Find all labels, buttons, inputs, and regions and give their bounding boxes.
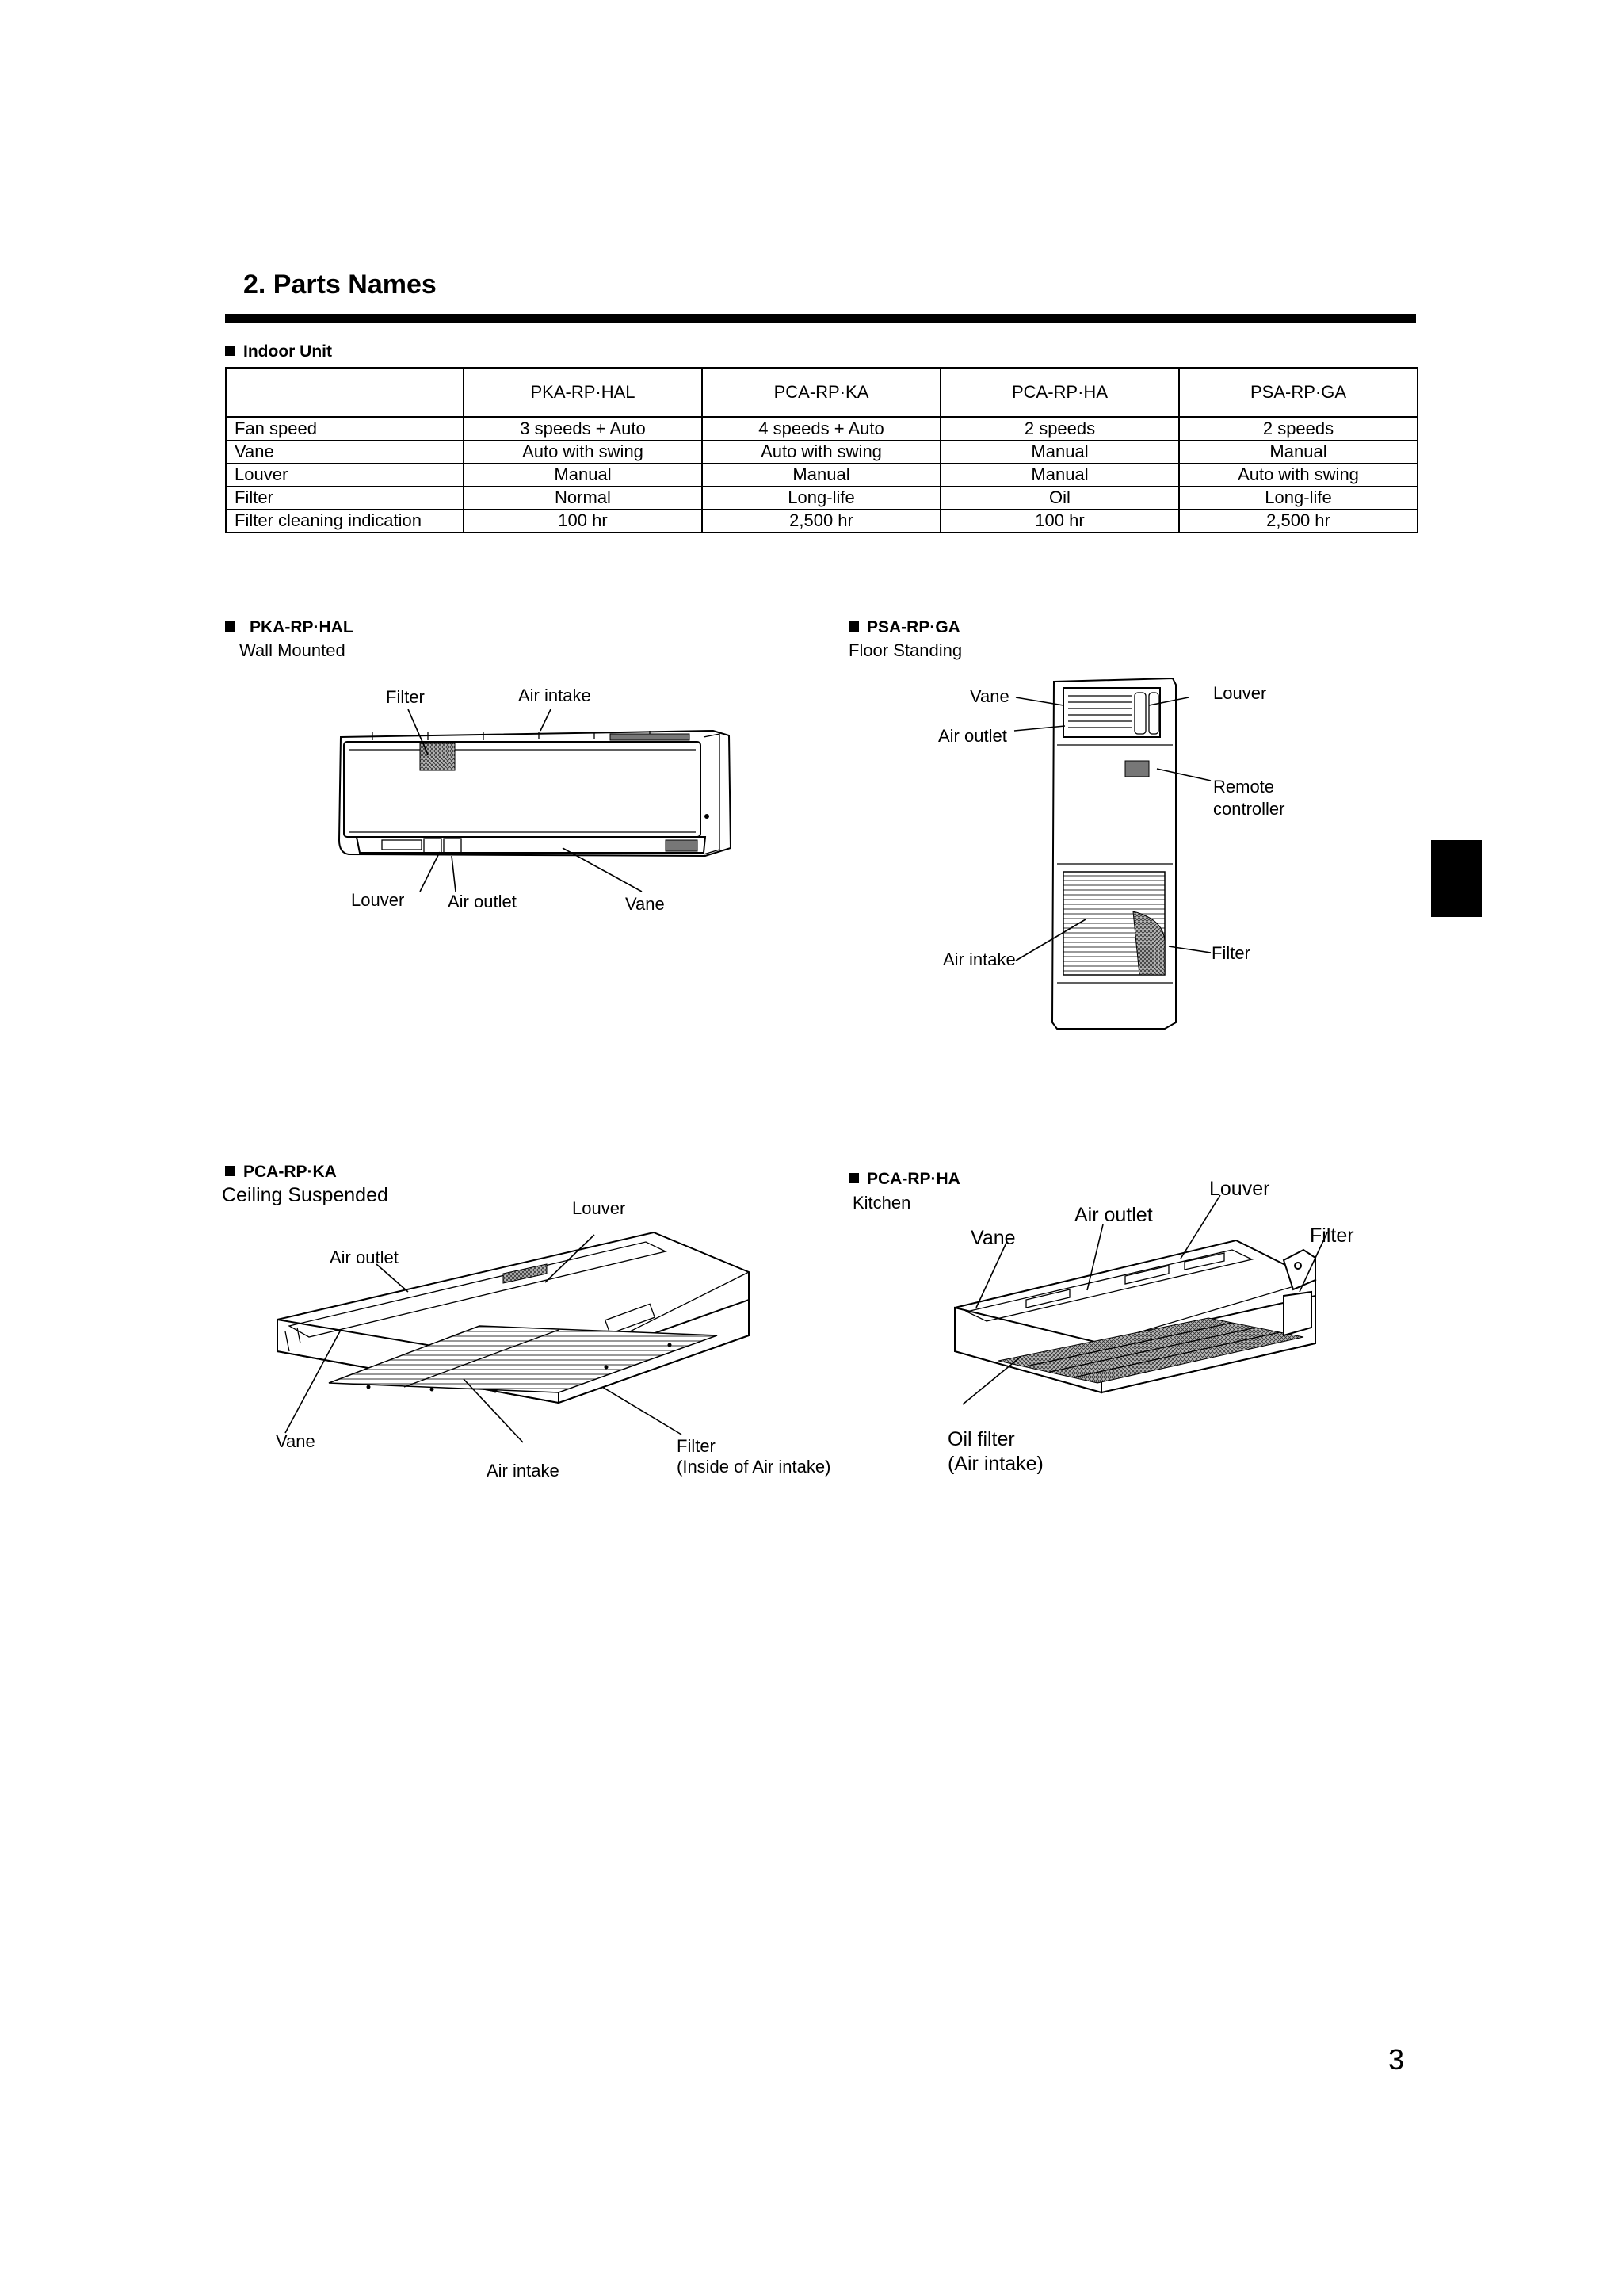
pka-label-louver: Louver: [351, 890, 405, 910]
psa-label-air-outlet: Air outlet: [938, 726, 1007, 746]
table-header-cell: PKA-RP·HAL: [464, 368, 702, 417]
table-header-cell: PCA-RP·HA: [941, 368, 1179, 417]
pka-label-vane: Vane: [625, 894, 665, 914]
section-title: 2. Parts Names: [243, 269, 437, 300]
table-cell: 3 speeds + Auto: [464, 417, 702, 441]
table-cell: Fan speed: [226, 417, 464, 441]
table-cell: 100 hr: [941, 510, 1179, 533]
table-cell: Manual: [464, 464, 702, 487]
psa-leader-lines: [1006, 682, 1244, 967]
pka-label-air-outlet: Air outlet: [448, 892, 517, 911]
indoor-unit-heading: [225, 342, 332, 361]
table-row: [226, 510, 1418, 533]
psa-label-vane: Vane: [970, 686, 1009, 706]
table-row: [226, 417, 1418, 441]
table-cell: Filter: [226, 487, 464, 510]
pka-leader-lines: [333, 697, 745, 904]
pca-ka-leader-lines: [269, 1205, 824, 1466]
table-header-cell: PCA-RP·KA: [702, 368, 941, 417]
table-header-row: [226, 368, 1418, 417]
table-cell: 2 speeds: [941, 417, 1179, 441]
table-cell: Long-life: [1179, 487, 1418, 510]
bullet-square-icon: [849, 1173, 859, 1183]
bullet-square-icon: [225, 1166, 235, 1176]
pca-ha-label-air-outlet: Air outlet: [1074, 1204, 1153, 1226]
psa-model-name: PSA-RP·GA: [867, 618, 960, 636]
psa-label-remote-1: Remote: [1213, 777, 1275, 797]
psa-model-heading: [849, 618, 960, 637]
pca-ka-label-air-intake: Air intake: [487, 1461, 559, 1480]
pca-ka-label-vane: Vane: [276, 1431, 315, 1451]
pca-ka-label-filter-2: (Inside of Air intake): [677, 1457, 831, 1477]
table-cell: Manual: [941, 441, 1179, 464]
pca-ha-label-louver: Louver: [1209, 1178, 1270, 1200]
pca-ha-label-oil-filter-2: (Air intake): [948, 1453, 1044, 1475]
table-cell: Long-life: [702, 487, 941, 510]
table-header-cell: PSA-RP·GA: [1179, 368, 1418, 417]
psa-type: Floor Standing: [849, 640, 963, 660]
pca-ka-label-louver: Louver: [572, 1198, 626, 1218]
pca-ha-model-name: PCA-RP·HA: [867, 1170, 960, 1188]
table-cell: 2 speeds: [1179, 417, 1418, 441]
pca-ka-label-air-outlet: Air outlet: [330, 1247, 399, 1267]
table-cell: Normal: [464, 487, 702, 510]
page-number: 3: [1388, 2043, 1405, 2076]
pca-ha-type: Kitchen: [853, 1193, 911, 1213]
table-cell: Auto with swing: [702, 441, 941, 464]
psa-label-air-intake: Air intake: [943, 949, 1016, 969]
table-row: [226, 441, 1418, 464]
title-rule: [225, 314, 1416, 323]
pka-model-heading: [225, 618, 353, 637]
table-header-cell: [226, 368, 464, 417]
table-cell: Manual: [702, 464, 941, 487]
table-row: [226, 487, 1418, 510]
indoor-unit-heading-text: Indoor Unit: [243, 342, 332, 361]
table-cell: 2,500 hr: [702, 510, 941, 533]
pca-ka-type: Ceiling Suspended: [222, 1184, 388, 1206]
table-row: [226, 464, 1418, 487]
bullet-square-icon: [225, 621, 235, 632]
bullet-square-icon: [849, 621, 859, 632]
pka-label-air-intake: Air intake: [518, 686, 591, 705]
table-cell: 100 hr: [464, 510, 702, 533]
pca-ka-label-filter-1: Filter: [677, 1436, 716, 1456]
pca-ka-model-heading: [225, 1163, 337, 1182]
pka-type: Wall Mounted: [239, 640, 345, 660]
table-cell: Auto with swing: [464, 441, 702, 464]
pca-ka-model-name: PCA-RP·KA: [243, 1163, 337, 1181]
indoor-unit-spec-table: [225, 367, 1418, 533]
table-cell: Vane: [226, 441, 464, 464]
pca-ha-label-oil-filter-1: Oil filter: [948, 1428, 1015, 1450]
table-cell: Manual: [1179, 441, 1418, 464]
pka-label-filter: Filter: [386, 687, 425, 707]
table-cell: Filter cleaning indication: [226, 510, 464, 533]
pca-ha-label-filter: Filter: [1310, 1224, 1354, 1247]
table-cell: Oil: [941, 487, 1179, 510]
table-cell: Auto with swing: [1179, 464, 1418, 487]
section-tab-marker: [1431, 840, 1482, 917]
table-cell: 4 speeds + Auto: [702, 417, 941, 441]
psa-label-louver: Louver: [1213, 683, 1267, 703]
bullet-square-icon: [225, 346, 235, 356]
pca-ha-label-vane: Vane: [971, 1227, 1016, 1249]
pka-model-name: PKA-RP·HAL: [250, 618, 353, 636]
table-cell: Louver: [226, 464, 464, 487]
table-cell: 2,500 hr: [1179, 510, 1418, 533]
table-cell: Manual: [941, 464, 1179, 487]
psa-label-filter: Filter: [1212, 943, 1250, 963]
psa-label-remote-2: controller: [1213, 799, 1285, 819]
